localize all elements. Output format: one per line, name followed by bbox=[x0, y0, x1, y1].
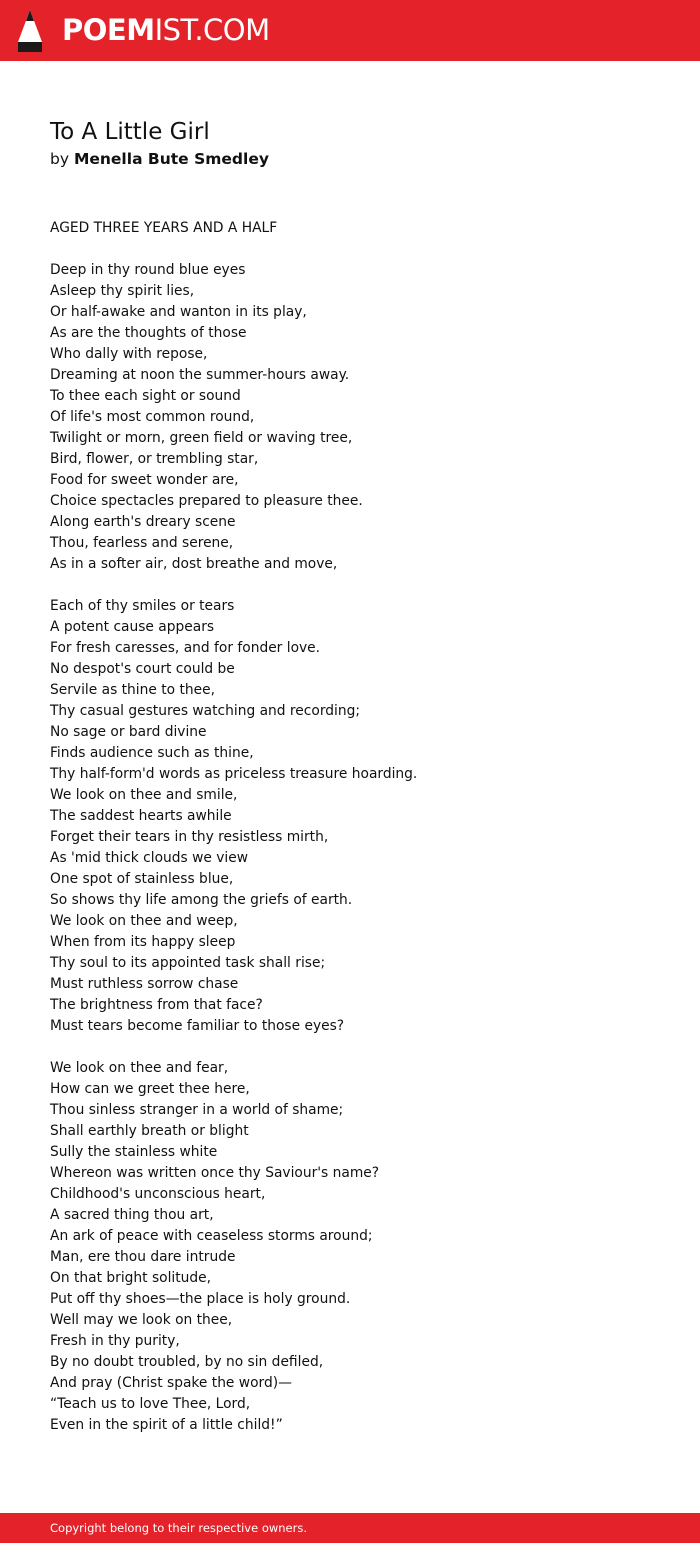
poem-line: Whereon was written once thy Saviour's name? bbox=[50, 1165, 380, 1181]
poem-line: Thy soul to its appointed task shall rise; bbox=[50, 955, 326, 971]
poem-line: The saddest hearts awhile bbox=[50, 808, 232, 824]
poem-line: Of life's most common round, bbox=[50, 409, 255, 425]
poem-line: Sully the stainless white bbox=[50, 1144, 218, 1160]
poem-line: Along earth's dreary scene bbox=[50, 514, 236, 530]
poem-line: As are the thoughts of those bbox=[50, 325, 247, 341]
brand-bold: POEM bbox=[62, 13, 155, 47]
poem-line: Or half-awake and wanton in its play, bbox=[50, 304, 307, 320]
poem-line: Deep in thy round blue eyes bbox=[50, 262, 246, 278]
poem-line: Choice spectacles prepared to pleasure thee. bbox=[50, 493, 363, 509]
site-logo-text[interactable] bbox=[62, 12, 270, 48]
poem-line: Finds audience such as thine, bbox=[50, 745, 254, 761]
poem-line: Thy half-form'd words as priceless treasure hoarding. bbox=[50, 766, 418, 782]
site-footer bbox=[0, 1513, 700, 1543]
poem-line: We look on thee and weep, bbox=[50, 913, 238, 929]
poem-line: Dreaming at noon the summer-hours away. bbox=[50, 367, 350, 383]
poem-line: We look on thee and smile, bbox=[50, 787, 238, 803]
poem-line: To thee each sight or sound bbox=[50, 388, 241, 404]
poem-line: Servile as thine to thee, bbox=[50, 682, 216, 698]
poem-line: No despot's court could be bbox=[50, 661, 235, 677]
poem-line: Well may we look on thee, bbox=[50, 1312, 233, 1328]
poem-line: Even in the spirit of a little child!” bbox=[50, 1417, 283, 1433]
poem-line: Fresh in thy purity, bbox=[50, 1333, 180, 1349]
poem-line: Each of thy smiles or tears bbox=[50, 598, 235, 614]
poem-line: As in a softer air, dost breathe and move, bbox=[50, 556, 338, 572]
poem-line: A sacred thing thou art, bbox=[50, 1207, 214, 1223]
poem-line: Forget their tears in thy resistless mirth, bbox=[50, 829, 329, 845]
poem-line: Must tears become familiar to those eyes? bbox=[50, 1018, 345, 1034]
poem-line: Put off thy shoes—the place is holy ground. bbox=[50, 1291, 351, 1307]
poem-line: Man, ere thou dare intrude bbox=[50, 1249, 236, 1265]
poem-title: To A Little Girl bbox=[50, 119, 210, 145]
poem-line: Thy casual gestures watching and recording; bbox=[50, 703, 360, 719]
poem-line: An ark of peace with ceaseless storms around; bbox=[50, 1228, 373, 1244]
poem-body bbox=[50, 218, 650, 1436]
poem-line: We look on thee and fear, bbox=[50, 1060, 229, 1076]
poem-line: Twilight or morn, green field or waving tree, bbox=[50, 430, 353, 446]
poem-line: As 'mid thick clouds we view bbox=[50, 850, 249, 866]
poem-line: How can we greet thee here, bbox=[50, 1081, 250, 1097]
poem-line: The brightness from that face? bbox=[50, 997, 263, 1013]
stanza-break bbox=[50, 1037, 650, 1058]
poem-line: Who dally with repose, bbox=[50, 346, 208, 362]
brand-rest: IST.COM bbox=[154, 13, 270, 47]
stanza-break bbox=[50, 575, 650, 596]
site-header bbox=[0, 0, 700, 61]
author-name: Menella Bute Smedley bbox=[73, 150, 269, 168]
poem-line: On that bright solitude, bbox=[50, 1270, 212, 1286]
stanza-break bbox=[50, 239, 650, 260]
poem-line: Asleep thy spirit lies, bbox=[50, 283, 195, 299]
poem-line: Thou, fearless and serene, bbox=[50, 535, 234, 551]
copyright-text: Copyright belong to their respective owners. bbox=[50, 1521, 308, 1535]
poem-line: Shall earthly breath or blight bbox=[50, 1123, 249, 1139]
poem-line: So shows thy life among the griefs of earth. bbox=[50, 892, 353, 908]
poem-line: One spot of stainless blue, bbox=[50, 871, 234, 887]
poem-line: Bird, flower, or trembling star, bbox=[50, 451, 259, 467]
poem-line: Thou sinless stranger in a world of shame; bbox=[50, 1102, 344, 1118]
by-label: by bbox=[50, 150, 70, 168]
poem-line: By no doubt troubled, by no sin defiled, bbox=[50, 1354, 324, 1370]
poem-line: Must ruthless sorrow chase bbox=[50, 976, 239, 992]
pencil-tip-icon[interactable] bbox=[16, 9, 44, 53]
poem-line: Childhood's unconscious heart, bbox=[50, 1186, 266, 1202]
byline bbox=[50, 148, 269, 170]
poem-line: And pray (Christ spake the word)— bbox=[50, 1375, 292, 1391]
poem-line: When from its happy sleep bbox=[50, 934, 236, 950]
poem-line: AGED THREE YEARS AND A HALF bbox=[50, 220, 278, 236]
poem-line: A potent cause appears bbox=[50, 619, 215, 635]
poem-line: “Teach us to love Thee, Lord, bbox=[50, 1396, 251, 1412]
poem-line: Food for sweet wonder are, bbox=[50, 472, 239, 488]
poem-line: No sage or bard divine bbox=[50, 724, 207, 740]
poem-line: For fresh caresses, and for fonder love. bbox=[50, 640, 321, 656]
